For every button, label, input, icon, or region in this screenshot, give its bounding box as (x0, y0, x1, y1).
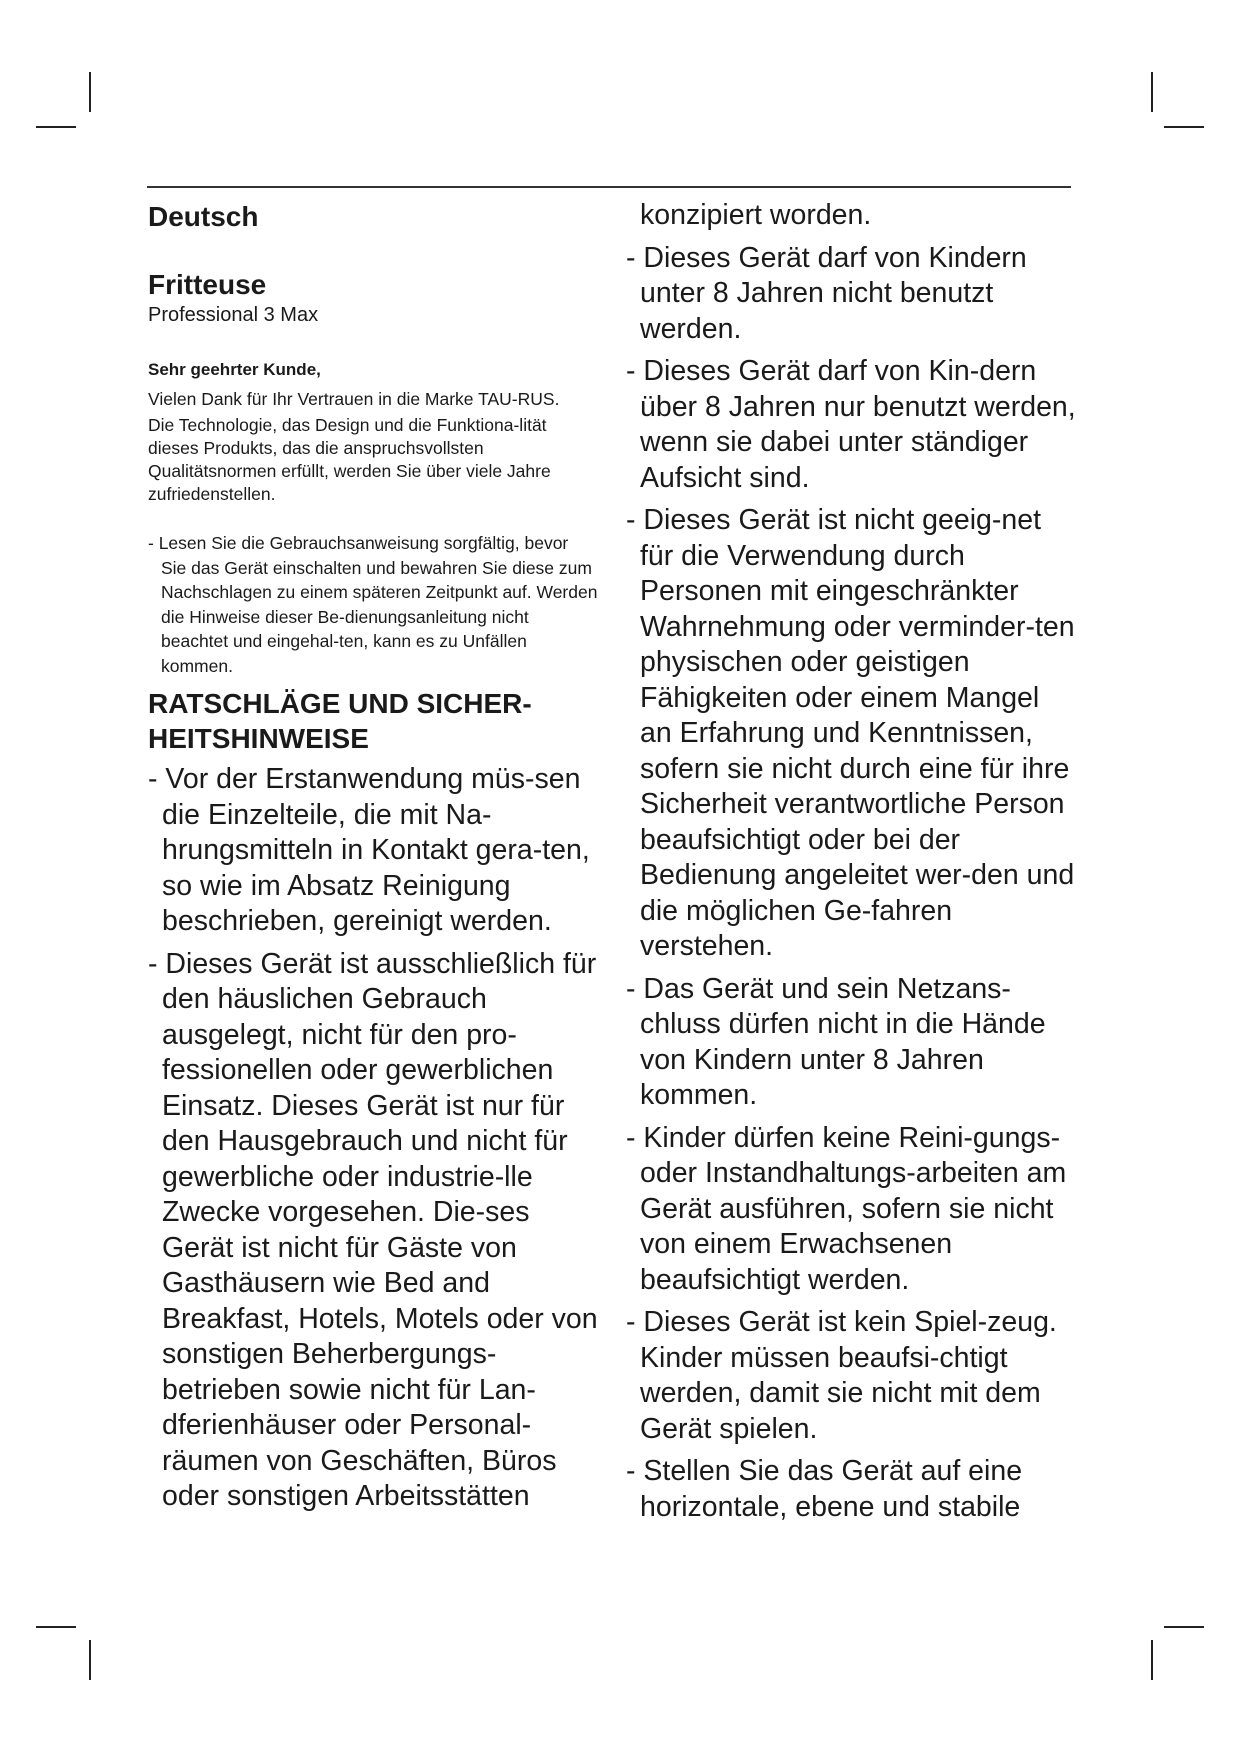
crop-mark-top-right-horizontal (1164, 126, 1204, 128)
crop-mark-bottom-left-vertical (89, 1640, 91, 1680)
header-rule (147, 186, 1071, 188)
list-item: - Lesen Sie die Gebrauchsanweisung sorgfältig, bevor Sie das Gerät einschalten und bewahren Sie diese zum Nachschlagen zu einem späteren Zeitpunkt auf. Werden die Hinweise dieser Be-dienungsanleitung nicht beachtet und eingehal-ten, kann es zu Unfällen kommen. (148, 533, 598, 676)
list-item: - Das Gerät und sein Netzans-chluss dürfen nicht in die Hände von Kindern unter 8 Jahren kommen. (626, 972, 1046, 1111)
list-item: - Dieses Gerät darf von Kindern unter 8 Jahren nicht benutzt werden. (626, 241, 1027, 345)
crop-mark-bottom-right-vertical (1151, 1640, 1153, 1680)
list-item: - Vor der Erstanwendung müs-sen die Einzelteile, die mit Na-hrungsmitteln in Kontakt gera-ten, so wie im Absatz Reinigung beschrieben, gereinigt werden. (148, 763, 590, 937)
right-column (626, 198, 1076, 1532)
crop-mark-bottom-left-horizontal (36, 1626, 76, 1628)
section-heading-safety: RATSCHLÄGE UND SICHER-HEITSHINWEISE (148, 688, 532, 754)
crop-mark-bottom-right-horizontal (1164, 1626, 1204, 1628)
list-item-continuation: konzipiert worden. (640, 199, 872, 231)
greeting: Sehr geehrter Kunde, (148, 360, 321, 379)
product-model: Professional 3 Max (148, 304, 319, 326)
product-name: Fritteuse (148, 269, 267, 300)
list-item: - Dieses Gerät ist kein Spiel-zeug. Kinder müssen beaufsi-chtigt werden, damit sie nicht mit dem Gerät spielen. (626, 1306, 1057, 1445)
list-item: - Kinder dürfen keine Reini-gungs- oder Instandhaltungs-arbeiten am Gerät ausführen, sofern sie nicht von einem Erwachsenen beaufsichtigt werden. (626, 1121, 1067, 1296)
intro-list (148, 531, 598, 678)
list-item: - Stellen Sie das Gerät auf eine horizontale, ebene und stabile (626, 1455, 1023, 1523)
list-item: - Dieses Gerät ist ausschließlich für den häuslichen Gebrauch ausgelegt, nicht für den pro-fessionellen oder gewerblichen Einsatz. Dieses Gerät ist nur für den Hausgebrauch und nicht für gewerbliche oder industrie-lle Zwecke vorgesehen. Die-ses Gerät ist nicht für Gäste von Gasthäusern wie Bed and Breakfast, Hotels, Motels oder von sonstigen Beherbergungs-betrieben sowie nicht für Lan-dferienhäuser oder Personal-räumen von Geschäften, Büros oder sonstigen Arbeitsstätten (148, 947, 598, 1512)
language-heading: Deutsch (148, 201, 259, 232)
list-item: - Dieses Gerät ist nicht geeig-net für die Verwendung durch Personen mit eingeschränkter Wahrnehmung oder verminder-ten physischen oder geistigen Fähigkeiten oder einem Mangel an Erfahrung und Kenntnissen, sofern sie nicht durch eine für ihre Sicherheit verantwortliche Person beaufsichtigt oder bei der Bedienung angeleitet wer-den und die möglichen Ge-fahren verstehen. (626, 504, 1075, 962)
list-item: - Dieses Gerät darf von Kin-dern über 8 Jahren nur benutzt werden, wenn sie dabei unter ständiger Aufsicht sind. (626, 355, 1076, 494)
crop-mark-top-left-vertical (89, 72, 91, 112)
left-column (148, 198, 598, 1522)
intro-paragraph: Vielen Dank für Ihr Vertrauen in die Marke TAU-RUS. (148, 389, 560, 409)
crop-mark-top-right-vertical (1151, 72, 1153, 112)
intro-paragraph: Die Technologie, das Design und die Funktiona-lität dieses Produkts, das die anspruchsvollsten Qualitätsnormen erfüllt, werden Sie über viele Jahre zufriedenstellen. (148, 415, 551, 504)
crop-mark-top-left-horizontal (36, 126, 76, 128)
